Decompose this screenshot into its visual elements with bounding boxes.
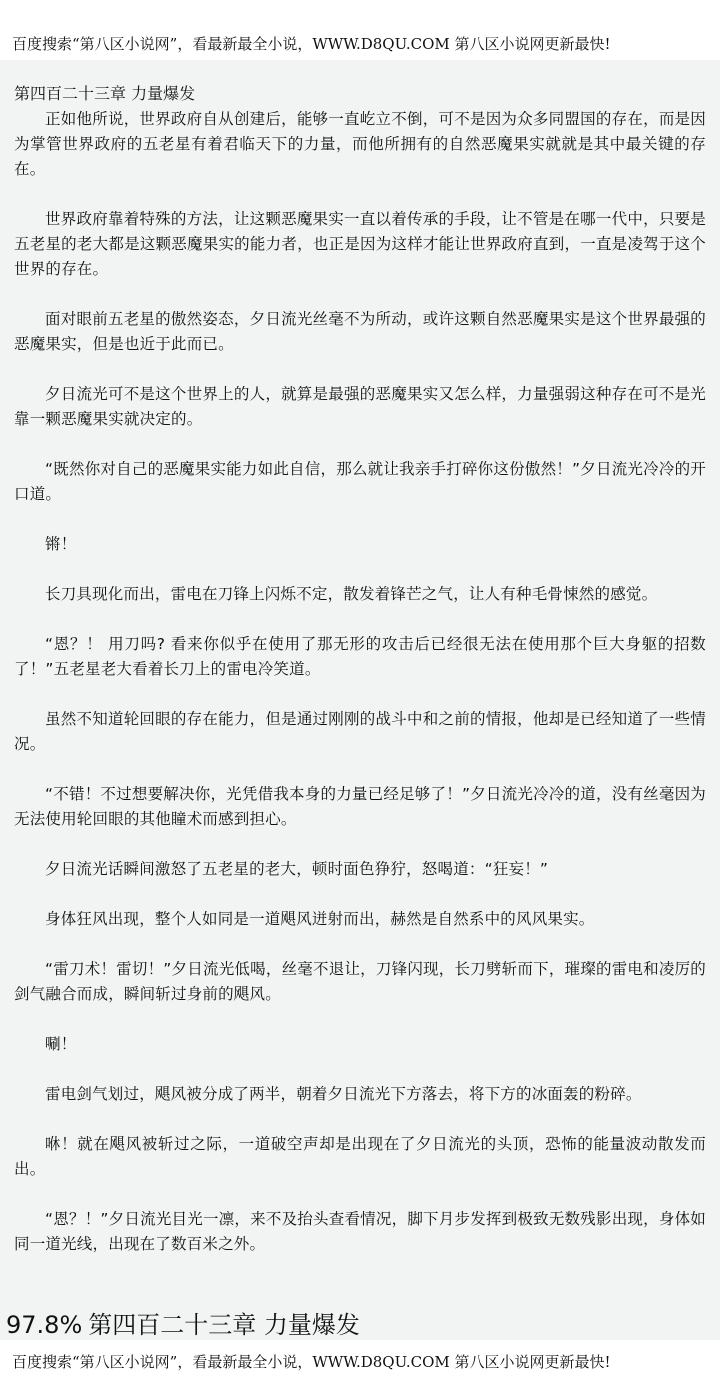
paragraph: 夕日流光话瞬间激怒了五老星的老大，顿时面色狰狞，怒喝道：“狂妄！” — [45, 860, 549, 878]
reading-progress — [6, 1310, 360, 1340]
paragraph: “雷刀术！雷切！”夕日流光低喝，丝毫不退让，刀锋闪现，长刀劈斩而下，璀璨的雷电和凌厉的剑气融合而成，瞬间斩过身前的飓风。 — [14, 960, 706, 1003]
paragraph: 唰！ — [45, 1035, 77, 1053]
bottom-banner-text: 百度搜索“第八区小说网”，看最新最全小说，WWW.D8QU.COM 第八区小说网更新最快! — [12, 1353, 611, 1371]
paragraph: 雷电剑气划过，飓风被分成了两半，朝着夕日流光下方落去，将下方的冰面轰的粉碎。 — [45, 1085, 642, 1103]
progress-percent: 97.8% — [6, 1311, 83, 1339]
paragraph: “恩？！ 用刀吗? 看来你似乎在使用了那无形的攻击后已经很无法在使用那个巨大身躯的招数了！”五老星老大看着长刀上的雷电冷笑道。 — [14, 635, 706, 678]
paragraph: 夕日流光可不是这个世界上的人，就算是最强的恶魔果实又怎么样，力量强弱这种存在可不是光靠一颗恶魔果实就决定的。 — [14, 385, 706, 428]
reader-content — [0, 60, 720, 1340]
paragraph: 世界政府靠着特殊的方法，让这颗恶魔果实一直以着传承的手段，让不管是在哪一代中，只要是五老星的老大都是这颗恶魔果实的能力者，也正是因为这样才能让世界政府直到，一直是凌驾于这个世界的存在。 — [14, 210, 706, 278]
paragraph: “既然你对自己的恶魔果实能力如此自信，那么就让我亲手打碎你这份傲然！”夕日流光冷冷的开口道。 — [14, 460, 706, 503]
paragraph: “恩？！”夕日流光目光一凛，来不及抬头查看情况，脚下月步发挥到极致无数残影出现，身体如同一道光线，出现在了数百米之外。 — [14, 1210, 706, 1253]
top-banner-text: 百度搜索“第八区小说网”，看最新最全小说，WWW.D8QU.COM 第八区小说网更新最快! — [12, 35, 611, 53]
paragraph: 虽然不知道轮回眼的存在能力，但是通过刚刚的战斗中和之前的情报，他却是已经知道了一些情况。 — [14, 710, 706, 753]
bottom-banner — [0, 1340, 720, 1400]
chapter-body — [14, 107, 706, 1282]
paragraph: 锵！ — [45, 535, 77, 553]
chapter-heading: 第四百二十三章 力量爆发 — [14, 84, 196, 103]
paragraph: 咻！就在飓风被斩过之际，一道破空声却是出现在了夕日流光的头顶，恐怖的能量波动散发而出。 — [14, 1135, 706, 1178]
footer-chapter-title: 第四百二十三章 力量爆发 — [88, 1311, 360, 1339]
paragraph: 身体狂风出现，整个人如同是一道飓风迸射而出，赫然是自然系中的风风果实。 — [45, 910, 595, 928]
paragraph: 正如他所说，世界政府自从创建后，能够一直屹立不倒，可不是因为众多同盟国的存在，而是因为掌管世界政府的五老星有着君临天下的力量，而他所拥有的自然恶魔果实就就是其中最关键的存在。 — [14, 110, 706, 178]
top-banner — [0, 0, 720, 60]
paragraph: “不错！不过想要解决你，光凭借我本身的力量已经足够了！”夕日流光冷冷的道，没有丝毫因为无法使用轮回眼的其他瞳术而感到担心。 — [14, 785, 706, 828]
paragraph: 面对眼前五老星的傲然姿态，夕日流光丝毫不为所动，或许这颗自然恶魔果实是这个世界最强的恶魔果实，但是也近于此而已。 — [14, 310, 706, 353]
paragraph: 长刀具现化而出，雷电在刀锋上闪烁不定，散发着锋芒之气，让人有种毛骨悚然的感觉。 — [45, 585, 658, 603]
